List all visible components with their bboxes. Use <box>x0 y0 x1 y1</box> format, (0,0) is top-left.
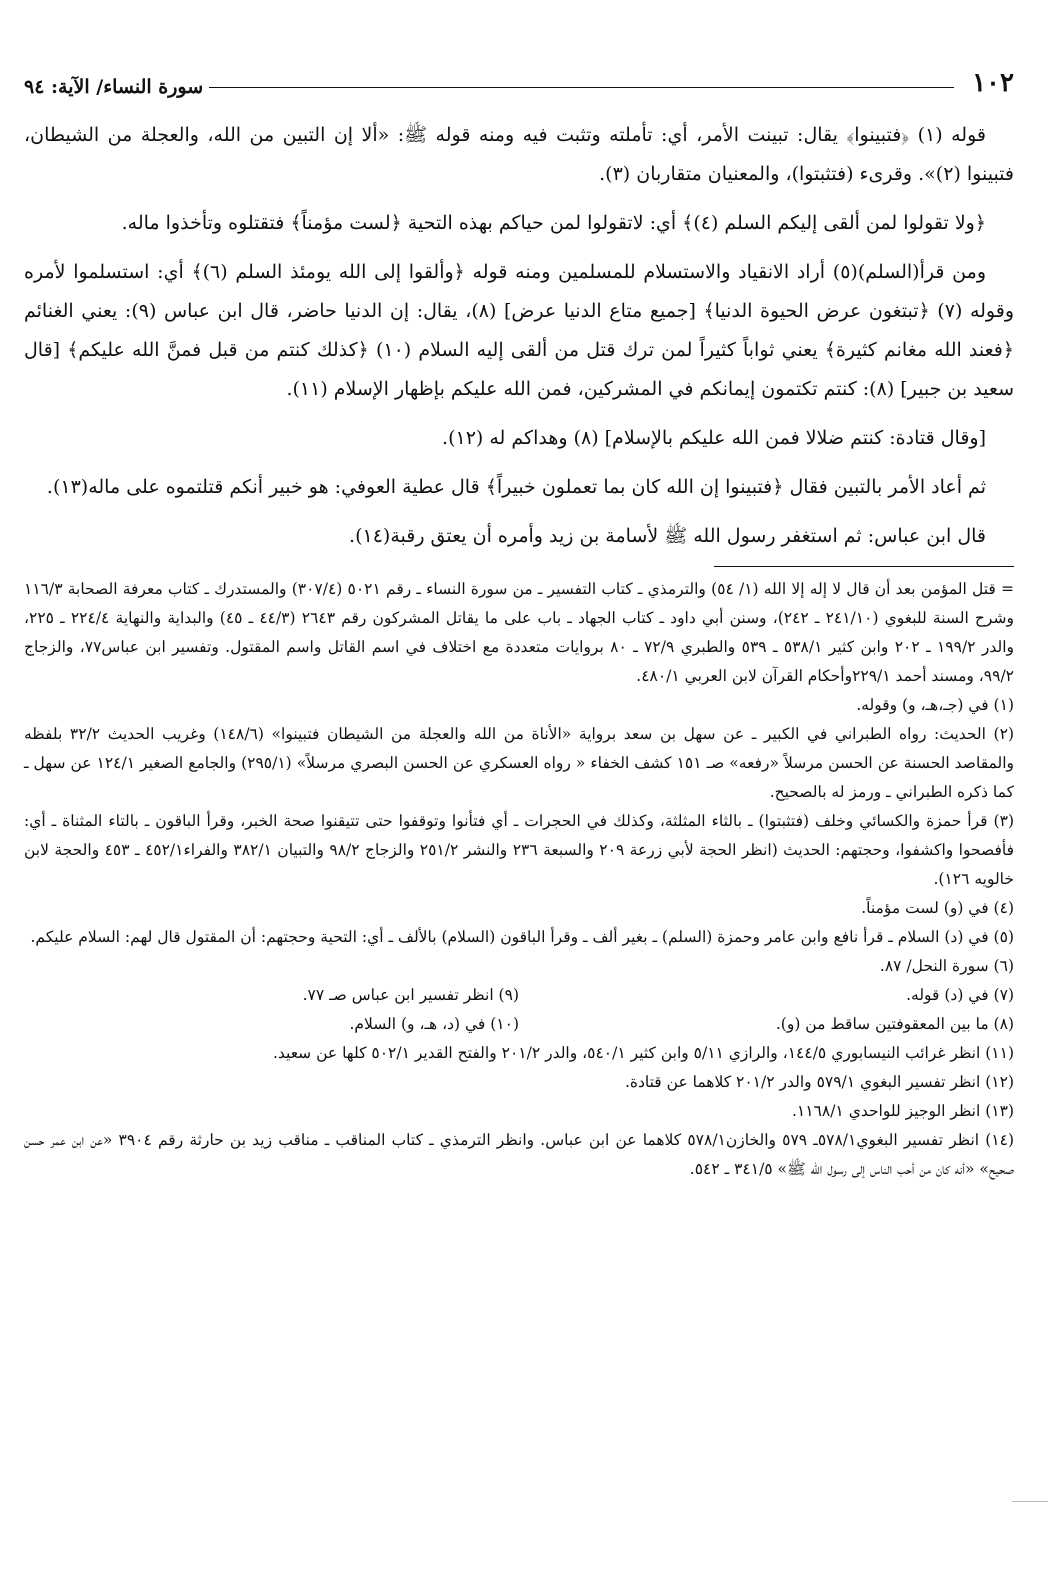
footnote-row <box>24 1010 1014 1039</box>
surah-reference: سورة النساء/ الآية: ٩٤ <box>24 76 204 98</box>
paragraph: قال ابن عباس: ثم استغفر رسول الله ﷺ لأسامة بن زيد وأمره أن يعتق رقبة(١٤). <box>349 525 986 547</box>
footnote: (١٤) انظر تفسير البغوي٥٧٨/١ـ ٥٧٩ والخازن٥٧٨/١ كلاهما عن ابن عباس. وانظر الترمذي ـ كتاب المناقب ـ مناقب زيد بن حارثة رقم ٣٩٠٤ «عن ابن عمر حسن صحيح» «أنه كان من أحب الناس إلى رسول الله ﷺ» ٣٤١/٥ ـ ٥٤٢. <box>24 1131 1014 1178</box>
footnote: (١١) انظر غرائب النيسابوري ١٤٤/٥، والرازي ٥/١١ وابن كثير ٥٤٠/١، والدر ٢٠١/٢ والفتح القدير ٥٠٢/١ كلها عن سعيد. <box>272 1044 1014 1062</box>
footnote: (١٠) في (د، هـ، و) السلام. <box>349 1015 519 1033</box>
scan-mark <box>1012 1501 1048 1502</box>
running-header <box>24 58 1014 98</box>
footnote-separator <box>714 566 1014 567</box>
paragraph: [وقال قتادة: كنتم ضلالا فمن الله عليكم بالإسلام] (٨) وهداكم له (١٢). <box>442 427 986 449</box>
footnote: (٨) ما بين المعقوفتين ساقط من (و). <box>775 1015 1014 1033</box>
footnote: (٤) في (و) لست مؤمناً. <box>861 899 1014 917</box>
footnotes <box>24 575 1014 1184</box>
paragraph: ﴿ولا تقولوا لمن ألقى إليكم السلم (٤)﴾ أي: لاتقولوا لمن حياكم بهذه التحية ﴿لست مؤمناً﴾ فتقتلوه وتأخذوا ماله. <box>121 212 986 234</box>
page-number: ١٠٢ <box>972 68 1014 98</box>
footnote: (٣) قرأ حمزة والكسائي وخلف (فتثبتوا) ـ بالثاء المثلثة، وكذلك في الحجرات ـ أي فتأنوا وتوقفوا حتى تتيقنوا صحة الخبر، وقرأ الباقون ـ بالتاء المثناة ـ أي: فأفصحوا واكشفوا، وحجتهم: الحديث (انظر الحجة لأبي زرعة ٢٠٩ والسبعة ٢٣٦ والنشر ٢٥١/٢ والزجاج ٩٨/٢ والتبيان ٣٨٢/١ والفراء٤٥٢/١ ـ ٤٥٣ والحجة لابن خالويه ١٢٦). <box>24 812 1014 888</box>
main-text <box>24 116 1014 556</box>
footnote-continuation: = قتل المؤمن بعد أن قال لا إله إلا الله (١/ ٥٤) والترمذي ـ كتاب التفسير ـ من سورة النساء ـ رقم ٥٠٢١ (٣٠٧/٤) والمستدرك ـ كتاب معرفة الصحابة ١١٦/٣ وشرح السنة للبغوي (٢٤١/١٠ ـ ٢٤٢)، وسنن أبي داود ـ كتاب الجهاد ـ باب على ما يقاتل المشركون رقم ٢٦٤٣ (٤٤/٣ ـ ٤٥) والبداية والنهاية ٢٢٤/٤ ـ ٢٢٥، والدر ١٩٩/٢ ـ ٢٠٢ وابن كثير ٥٣٨/١ ـ ٥٣٩ والطبري ٧٢/٩ ـ ٨٠ بروايات متعددة مع اختلاف في اسم القاتل واسم المقتول. وتفسير ابن عباس٧٧، والزجاج ٩٩/٢، ومسند أحمد ٢٢٩/١وأحكام القرآن لابن العربي ٤٨٠/١. <box>24 580 1015 685</box>
footnote: (٦) سورة النحل/ ٨٧. <box>879 957 1014 975</box>
footnote: (١) في (جـ،هـ، و) وقوله. <box>856 696 1014 714</box>
footnote: (٩) انظر تفسير ابن عباس صـ ٧٧. <box>302 986 519 1004</box>
header-rule <box>209 87 954 88</box>
footnote: (١٢) انظر تفسير البغوي ٥٧٩/١ والدر ٢٠١/٢ كلاهما عن قتادة. <box>624 1073 1014 1091</box>
footnote: (١٣) انظر الوجيز للواحدي ١١٦٨/١. <box>791 1102 1014 1120</box>
paragraph: قوله (١) ﴿فتبينوا﴾ يقال: تبينت الأمر، أي: تأملته وتثبت فيه ومنه قوله ﷺ: «ألا إن التبين من الله، والعجلة من الشيطان، فتبينوا (٢)». وقرىء (فتثبتوا)، والمعنيان متقاربان (٣). <box>24 124 1014 185</box>
footnote: (٢) الحديث: رواه الطبراني في الكبير ـ عن سهل بن سعد برواية «الأناة من الله والعجلة من الشيطان فتبينوا» (١٤٨/٦) وغريب الحديث ٣٢/٢ بلفظه والمقاصد الحسنة عن الحسن مرسلاً «رفعه» صـ ١٥١ كشف الخفاء « رواه العسكري عن الحسن البصري مرسلاً» (٢٩٥/١) والجامع الصغير ١٢٤/١ عن سهل ـ كما ذكره الطبراني ـ ورمز له بالصحيح. <box>24 725 1015 801</box>
paragraph: ومن قرأ(السلم)(٥) أراد الانقياد والاستسلام للمسلمين ومنه قوله ﴿وألقوا إلى الله يومئذ السلم (٦)﴾ أي: استسلموا لأمره وقوله (٧) ﴿تبتغون عرض الحيوة الدنيا﴾ [جميع متاع الدنيا عرض] (٨)، يقال: إن الدنيا حاضر، قال ابن عباس (٩): يعني الغنائم ﴿فعند الله مغانم كثيرة﴾ يعني ثواباً كثيراً لمن ترك قتل من ألقى إليه السلام (١٠) ﴿كذلك كنتم من قبل فمنَّ الله عليكم﴾ [قال سعيد بن جبير] (٨): كنتم تكتمون إيمانكم في المشركين، فمن الله عليكم بإظهار الإسلام (١١). <box>24 261 1014 400</box>
footnote: (٥) في (د) السلام ـ قرأ نافع وابن عامر وحمزة (السلم) ـ بغير ألف ـ وقرأ الباقون (السلام) بالألف ـ أي: التحية وحجتهم: أن المقتول قال لهم: السلام عليكم. <box>30 928 1014 946</box>
paragraph: ثم أعاد الأمر بالتبين فقال ﴿فتبينوا إن الله كان بما تعملون خبيراً﴾ قال عطية العوفي: هو خبير أنكم قتلتموه على ماله(١٣). <box>46 476 986 498</box>
book-page <box>24 58 1014 1518</box>
footnote-row <box>24 981 1014 1010</box>
footnote: (٧) في (د) قوله. <box>906 986 1014 1004</box>
